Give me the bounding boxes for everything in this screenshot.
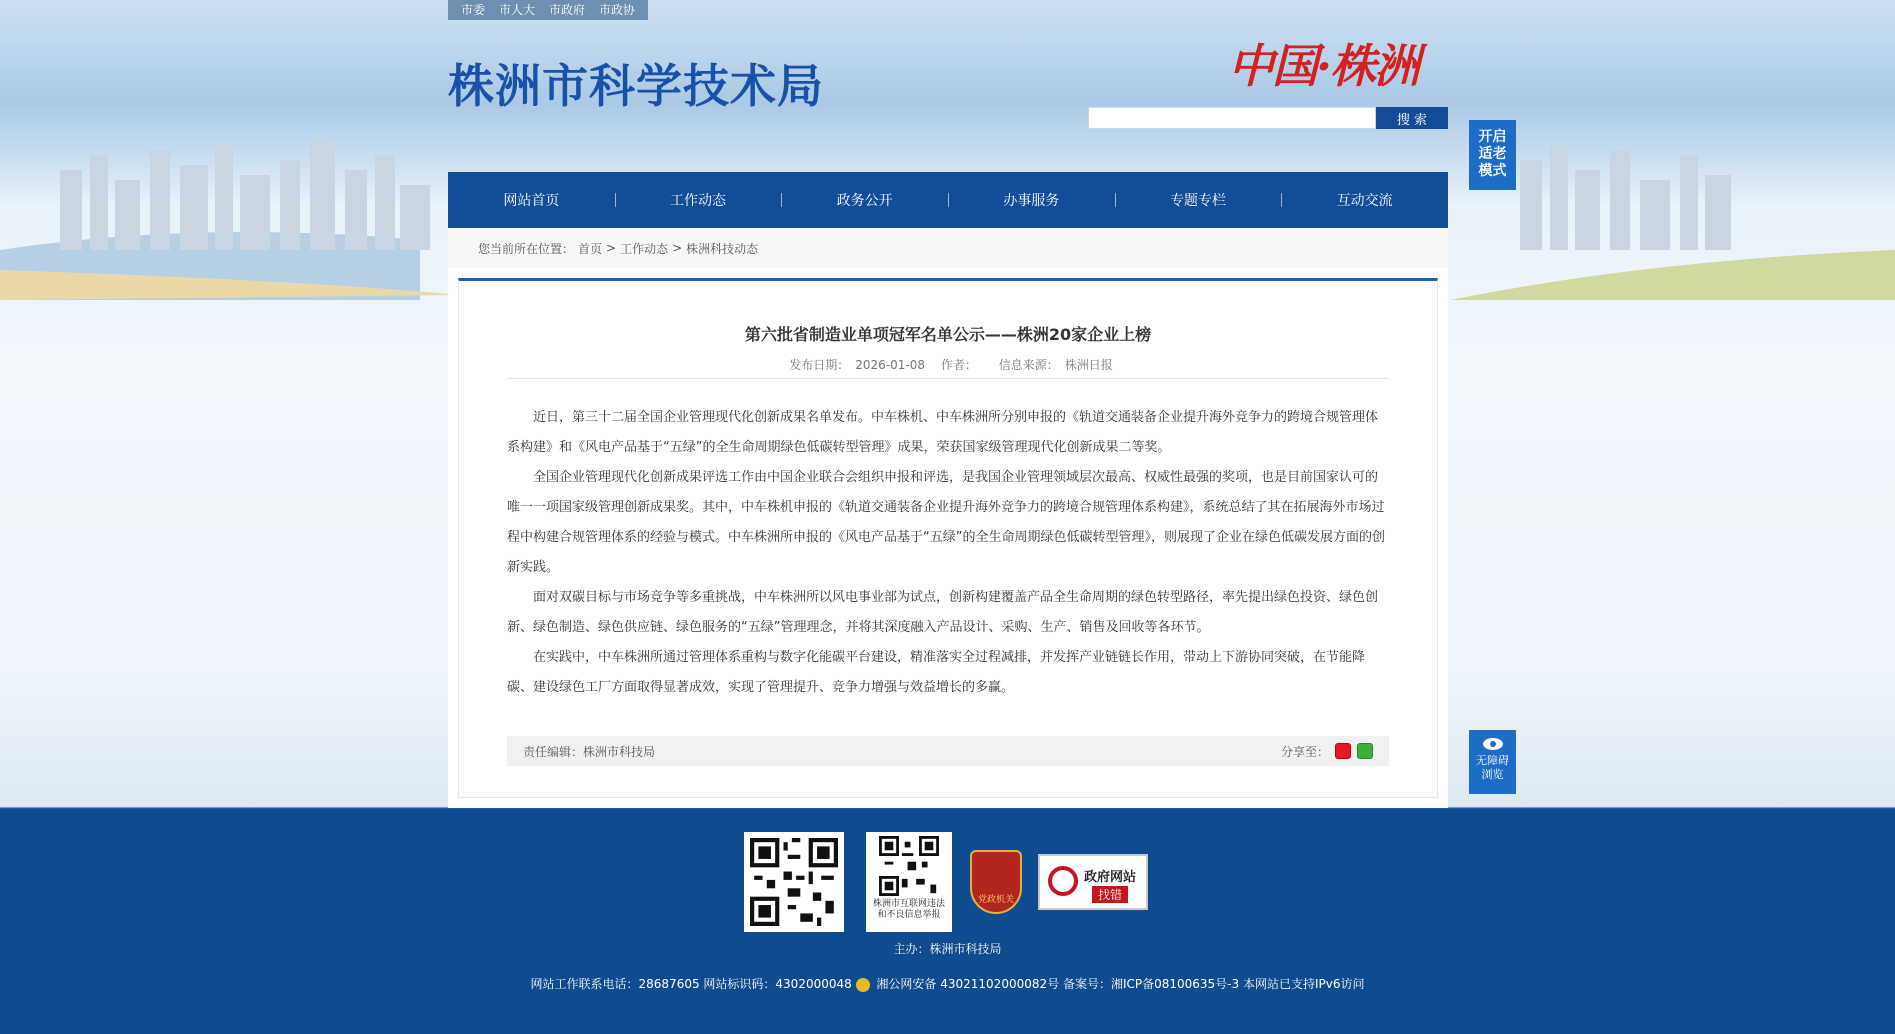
qr-code-icon — [879, 836, 939, 896]
magnifier-icon — [1048, 866, 1078, 896]
party-badge-icon[interactable]: 党政机关 — [970, 850, 1022, 914]
nav-work-news[interactable]: 工作动态 — [615, 190, 782, 210]
editor-label: 责任编辑： — [523, 744, 584, 759]
editor-name: 株洲市科技局 — [583, 744, 656, 759]
paragraph: 在实践中，中车株洲所通过管理体系重构与数字化能碳平台建设，精准落实全过程减排，并发挥产业链链长作用，带动上下游协同突破，在节能降碳、建设绿色工厂方面取得显著成效，实现了管理提升、竞争力增强与效益增长的多赢。 — [507, 650, 1366, 695]
breadcrumb — [448, 228, 1448, 268]
report-qr-caption: 株洲市互联网违法和不良信息举报 — [872, 899, 945, 920]
main-nav — [448, 172, 1448, 228]
publish-label: 发布日期： — [789, 358, 850, 372]
site-title: 株洲市科学技术局 — [448, 59, 824, 113]
gov-site-error-button[interactable] — [1038, 854, 1148, 910]
top-link-party[interactable]: 市委 — [461, 3, 486, 17]
breadcrumb-tech-news[interactable]: 株洲科技动态 — [686, 241, 759, 256]
article-body — [507, 403, 1389, 703]
source-value: 株洲日报 — [1064, 358, 1113, 372]
top-link-cppcc[interactable]: 市政协 — [599, 3, 636, 17]
police-badge-icon — [856, 978, 870, 992]
nav-topics[interactable]: 专题专栏 — [1115, 190, 1282, 210]
top-link-congress[interactable]: 市人大 — [499, 3, 536, 17]
accessibility-button[interactable] — [1469, 730, 1516, 794]
paragraph: 面对双碳目标与市场竞争等多重挑战，中车株洲所以风电事业部为试点，创新构建覆盖产品全生命周期的绿色转型路径，率先提出绿色投资、绿色创新、绿色制造、绿色供应链、绿色服务的“五绿”管理理念，并将其深度融入产品设计、采购、生产、销售及回收等各环节。 — [507, 590, 1379, 635]
paragraph: 全国企业管理现代化创新成果评选工作由中国企业联合会组织申报和评选，是我国企业管理领域层次最高、权威性最强的奖项，也是目前国家认可的唯一一项国家级管理创新成果奖。其中，中车株机申报的《轨道交通装备企业提升海外竞争力的跨境合规管理体系构建》，系统总结了其在拓展海外市场过程中构建合规管理体系的经验与模式。中车株洲所申报的《风电产品基于“五绿”的全生命周期绿色低碳转型管理》，则展现了企业在绿色低碳发展方面的创新实践。 — [507, 470, 1385, 575]
publish-date: 2026-01-08 — [855, 358, 926, 372]
eye-icon — [1483, 738, 1503, 750]
source-label: 信息来源： — [998, 358, 1059, 372]
breadcrumb-sep: > — [672, 241, 683, 255]
gov-error-line2: 找错 — [1092, 886, 1128, 903]
nav-gov-affairs[interactable]: 政务公开 — [781, 190, 948, 210]
share-area — [1281, 743, 1373, 760]
article-footer-bar — [507, 736, 1389, 766]
wechat-icon[interactable] — [1357, 743, 1373, 759]
wechat-qr-code — [744, 832, 844, 932]
title-divider — [507, 378, 1389, 379]
article-wrapper — [448, 268, 1448, 808]
contact-info: 网站工作联系电话：28687605 网站标识码：4302000048 — [530, 977, 852, 991]
elder-mode-button[interactable]: 开启适老模式 — [1469, 120, 1516, 190]
qr-code-icon — [750, 838, 838, 926]
report-qr-code — [866, 832, 952, 932]
accessibility-label: 无障碍浏览 — [1476, 754, 1509, 781]
police-record: 湘公网安备 43021102000082号 备案号：湘ICP备08100635号-3 本网站已支持IPv6访问 — [876, 977, 1365, 991]
gov-error-line1: 政府网站 — [1084, 870, 1137, 885]
sponsor-text: 主办：株洲市科技局 — [893, 942, 1002, 956]
article — [458, 278, 1438, 798]
nav-home[interactable]: 网站首页 — [503, 193, 560, 209]
nav-interaction[interactable]: 互动交流 — [1281, 190, 1448, 210]
article-meta — [459, 356, 1437, 373]
city-logo: 中国·株洲 — [1228, 39, 1419, 93]
search-box — [1088, 107, 1448, 129]
breadcrumb-home[interactable]: 首页 — [578, 241, 603, 256]
paragraph: 近日，第三十二届全国企业管理现代化创新成果名单发布。中车株机、中车株洲所分别申报的《轨道交通装备企业提升海外竞争力的跨境合规管理体系构建》和《风电产品基于“五绿”的全生命周期绿色低碳转型管理》成果，荣获国家级管理现代化创新成果二等奖。 — [507, 410, 1379, 455]
weibo-icon[interactable] — [1335, 743, 1351, 759]
breadcrumb-work-news[interactable]: 工作动态 — [620, 241, 669, 256]
footer-icons — [744, 832, 1148, 932]
search-button[interactable]: 搜 索 — [1376, 107, 1448, 129]
article-title: 第六批省制造业单项冠军名单公示——株洲20家企业上榜 — [744, 325, 1152, 344]
top-link-government[interactable]: 市政府 — [549, 3, 586, 17]
nav-services[interactable]: 办事服务 — [948, 190, 1115, 210]
share-label: 分享至： — [1280, 744, 1329, 759]
top-links — [448, 0, 648, 20]
breadcrumb-prefix: 您当前所在位置： — [478, 241, 575, 256]
breadcrumb-sep: > — [606, 241, 617, 255]
author-label: 作者： — [940, 358, 977, 372]
search-input[interactable] — [1088, 107, 1376, 129]
contact-line — [0, 975, 1895, 992]
